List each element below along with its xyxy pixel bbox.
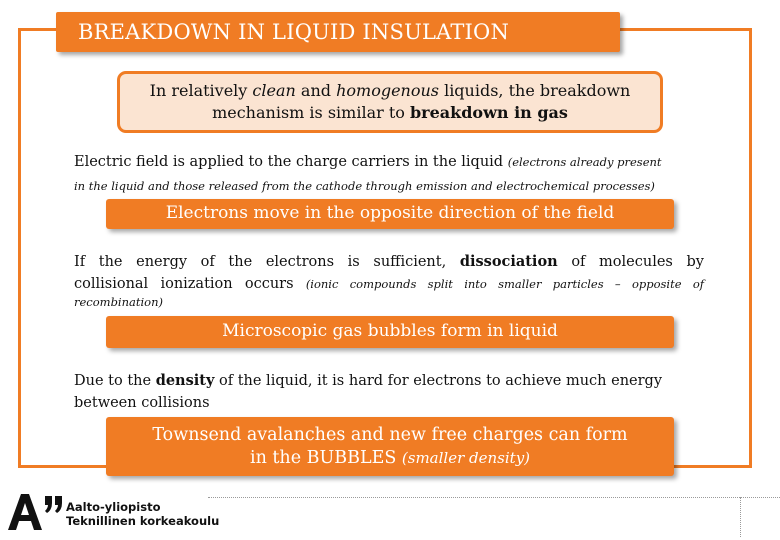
para1-main: Electric field is applied to the charge carriers in the liquid: [74, 154, 508, 170]
para2-line2b: (ionic compounds split into smaller particles – opposite of: [305, 277, 704, 291]
intro-breakdown-in-gas: breakdown in gas: [409, 103, 568, 122]
aalto-a-logo-icon: [4, 490, 64, 534]
bar2-text: Microscopic gas bubbles form in liquid: [222, 321, 558, 341]
footer-divider-vertical: [740, 497, 741, 537]
paragraph-density-line2: [74, 393, 474, 413]
bar3-line2a: in the BUBBLES: [249, 448, 402, 468]
para3-a: Due to the: [74, 373, 156, 389]
intro-homogenous: homogenous: [336, 81, 439, 100]
para2-dissociation: dissociation: [459, 253, 558, 270]
intro-box: [117, 71, 663, 133]
intro-clean: clean: [252, 81, 296, 100]
para3-d: between collisions: [74, 395, 210, 411]
slide-title: BREAKDOWN IN LIQUID INSULATION: [78, 20, 510, 44]
logo-school-name: Teknillinen korkeakoulu: [66, 514, 220, 528]
para2-line2a: collisional ionization occurs: [74, 276, 306, 292]
para2-line1a: If the energy of the electrons is sufficient,: [74, 254, 460, 270]
logo-university-name: Aalto-yliopisto: [66, 500, 161, 514]
title-banner: [56, 12, 620, 52]
footer-divider: [208, 497, 780, 498]
paragraph-dissociation-line2: [74, 274, 704, 294]
para2-line1c: of molecules by: [557, 254, 704, 270]
intro-text-1: In relatively: [149, 81, 253, 100]
step-bar-townsend-avalanches: [106, 417, 674, 476]
paragraph-dissociation-line3: [74, 292, 374, 312]
para1-note-2: in the liquid and those released from the cathode through emission and electrochemical processes): [74, 179, 655, 193]
step-bar-gas-bubbles: [106, 316, 674, 348]
para3-c: of the liquid, it is hard for electrons to achieve much energy: [214, 373, 663, 389]
intro-text-3: and: [295, 81, 337, 100]
intro-text-5: liquids, the breakdown: [438, 81, 631, 100]
para2-line3: recombination): [74, 295, 163, 309]
paragraph-dissociation-line1: [74, 252, 704, 272]
intro-text-6: mechanism is similar to: [212, 103, 410, 122]
bar3-line2b: (smaller density): [401, 449, 531, 467]
paragraph-density-line1: [74, 371, 714, 391]
para1-note-1: (electrons already present: [507, 155, 662, 169]
bar1-text: Electrons move in the opposite direction of the field: [165, 203, 615, 223]
step-bar-electrons-move: [106, 199, 674, 229]
paragraph-electric-field-note: [74, 176, 734, 196]
para3-density: density: [155, 372, 215, 389]
bar3-line1: Townsend avalanches and new free charges can form: [152, 425, 628, 445]
paragraph-electric-field: [74, 152, 714, 172]
